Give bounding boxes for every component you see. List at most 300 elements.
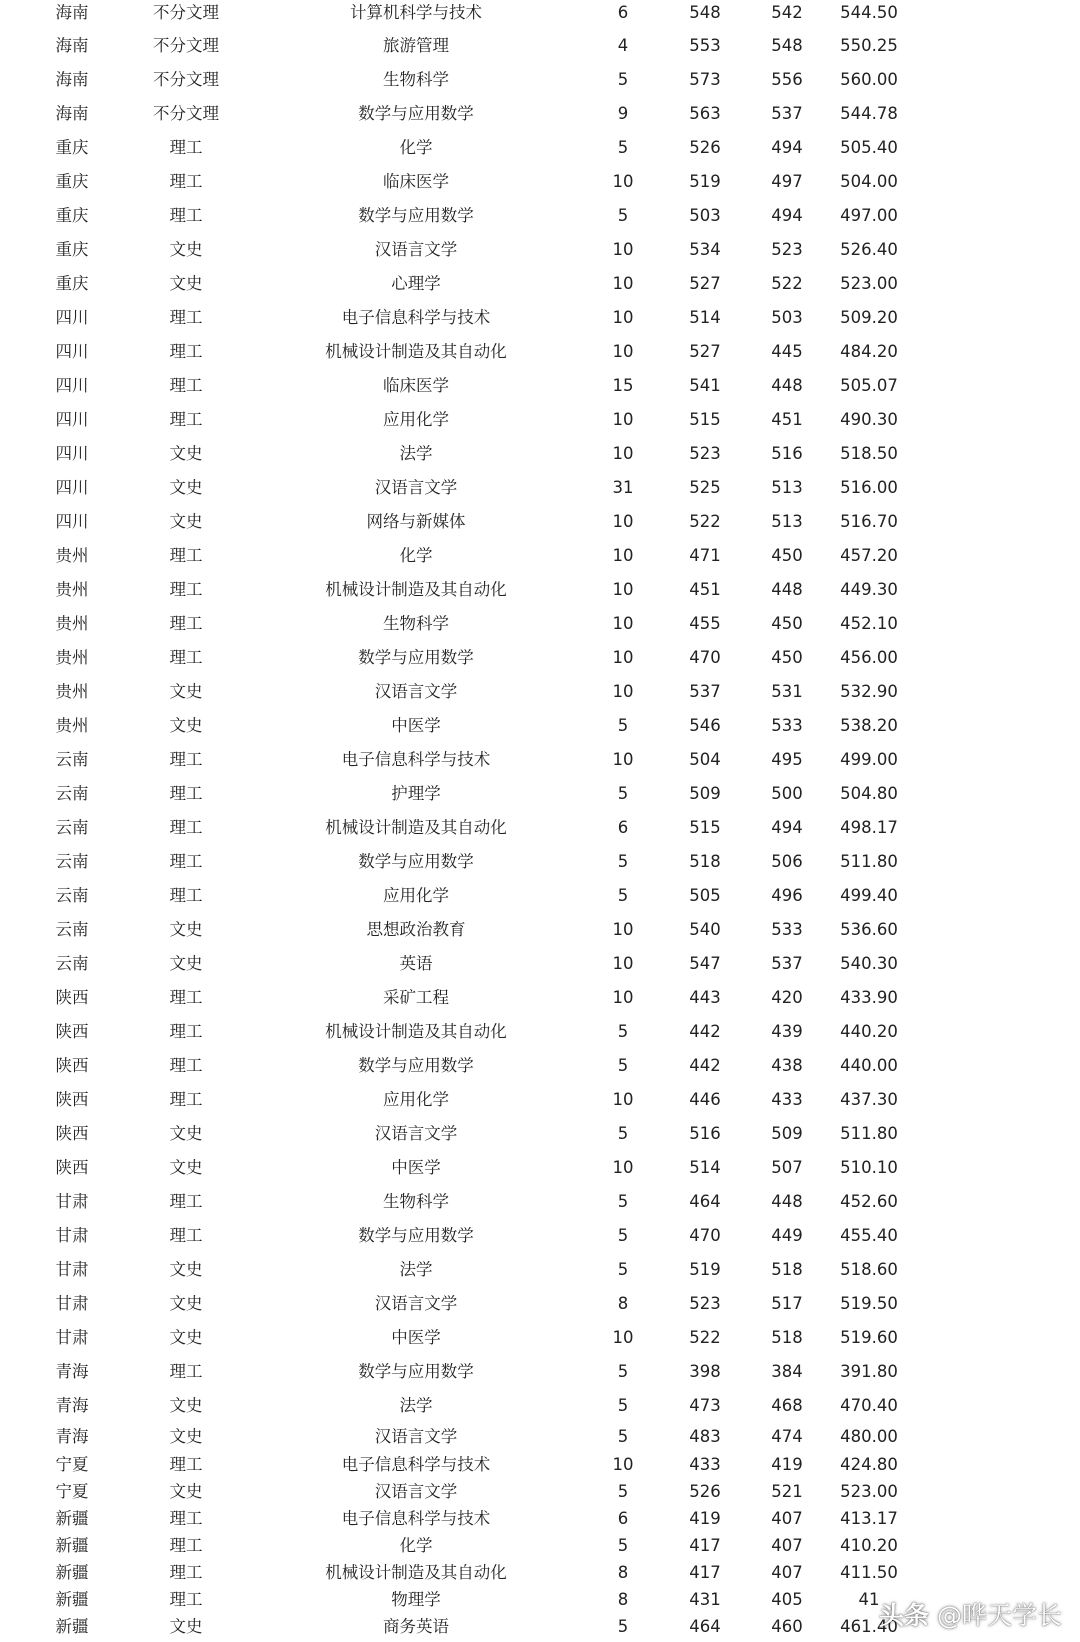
- category-cell: 理工: [169, 1362, 203, 1381]
- major-cell: 临床医学: [383, 172, 449, 191]
- category-cell: 理工: [169, 1455, 203, 1474]
- major-cell: 法学: [399, 1260, 433, 1279]
- min-score-cell: 556: [771, 70, 803, 89]
- province-cell: 云南: [55, 920, 89, 939]
- avg-score-cell: 560.00: [840, 70, 898, 89]
- table-row: [0, 881, 1080, 911]
- table-row: [0, 745, 1080, 775]
- min-score-cell: 522: [771, 274, 803, 293]
- major-cell: 机械设计制造及其自动化: [325, 818, 507, 837]
- count-cell: 5: [617, 886, 629, 905]
- avg-score-cell: 511.80: [840, 852, 898, 871]
- table-row: [0, 1187, 1080, 1217]
- province-cell: 陕西: [55, 988, 89, 1007]
- count-cell: 6: [617, 818, 629, 837]
- category-cell: 文史: [169, 1124, 203, 1143]
- category-cell: 理工: [169, 308, 203, 327]
- major-cell: 心理学: [391, 274, 441, 293]
- category-cell: 理工: [169, 1192, 203, 1211]
- table-row: [0, 1477, 1080, 1507]
- table-row: [0, 99, 1080, 129]
- major-cell: 汉语言文学: [374, 682, 458, 701]
- table-row: [0, 1085, 1080, 1115]
- max-score-cell: 451: [689, 580, 721, 599]
- category-cell: 文史: [169, 682, 203, 701]
- min-score-cell: 445: [771, 342, 803, 361]
- province-cell: 新疆: [55, 1590, 89, 1609]
- max-score-cell: 419: [689, 1509, 721, 1528]
- category-cell: 理工: [169, 648, 203, 667]
- max-score-cell: 525: [689, 478, 721, 497]
- max-score-cell: 442: [689, 1056, 721, 1075]
- min-score-cell: 407: [771, 1536, 803, 1555]
- count-cell: 5: [617, 1226, 629, 1245]
- province-cell: 新疆: [55, 1536, 89, 1555]
- major-cell: 采矿工程: [383, 988, 449, 1007]
- table-row: [0, 1119, 1080, 1149]
- major-cell: 法学: [399, 1396, 433, 1415]
- province-cell: 重庆: [55, 206, 89, 225]
- province-cell: 重庆: [55, 240, 89, 259]
- table-row: [0, 677, 1080, 707]
- min-score-cell: 449: [771, 1226, 803, 1245]
- min-score-cell: 548: [771, 36, 803, 55]
- count-cell: 10: [612, 546, 634, 565]
- table-row: [0, 1504, 1080, 1534]
- province-cell: 陕西: [55, 1090, 89, 1109]
- province-cell: 贵州: [55, 614, 89, 633]
- min-score-cell: 531: [771, 682, 803, 701]
- max-score-cell: 515: [689, 818, 721, 837]
- category-cell: 理工: [169, 172, 203, 191]
- min-score-cell: 468: [771, 1396, 803, 1415]
- avg-score-cell: 457.20: [840, 546, 898, 565]
- major-cell: 应用化学: [383, 1090, 449, 1109]
- count-cell: 10: [612, 410, 634, 429]
- category-cell: 理工: [169, 206, 203, 225]
- province-cell: 陕西: [55, 1124, 89, 1143]
- min-score-cell: 474: [771, 1427, 803, 1446]
- count-cell: 8: [617, 1590, 629, 1609]
- avg-score-cell: 540.30: [840, 954, 898, 973]
- avg-score-cell: 518.50: [840, 444, 898, 463]
- min-score-cell: 448: [771, 580, 803, 599]
- table-row: [0, 133, 1080, 163]
- max-score-cell: 504: [689, 750, 721, 769]
- min-score-cell: 533: [771, 920, 803, 939]
- province-cell: 新疆: [55, 1563, 89, 1582]
- category-cell: 不分文理: [153, 36, 219, 55]
- max-score-cell: 470: [689, 648, 721, 667]
- table-row: [0, 541, 1080, 571]
- province-cell: 云南: [55, 954, 89, 973]
- province-cell: 四川: [55, 410, 89, 429]
- major-cell: 汉语言文学: [374, 478, 458, 497]
- count-cell: 8: [617, 1563, 629, 1582]
- category-cell: 文史: [169, 240, 203, 259]
- major-cell: 数学与应用数学: [358, 852, 474, 871]
- count-cell: 10: [612, 988, 634, 1007]
- category-cell: 理工: [169, 580, 203, 599]
- province-cell: 四川: [55, 376, 89, 395]
- avg-score-cell: 544.78: [840, 104, 898, 123]
- max-score-cell: 431: [689, 1590, 721, 1609]
- min-score-cell: 518: [771, 1328, 803, 1347]
- table-row: [0, 915, 1080, 945]
- count-cell: 5: [617, 852, 629, 871]
- province-cell: 贵州: [55, 648, 89, 667]
- max-score-cell: 443: [689, 988, 721, 1007]
- max-score-cell: 470: [689, 1226, 721, 1245]
- max-score-cell: 417: [689, 1536, 721, 1555]
- table-row: [0, 1051, 1080, 1081]
- min-score-cell: 507: [771, 1158, 803, 1177]
- category-cell: 文史: [169, 1294, 203, 1313]
- major-cell: 计算机科学与技术: [350, 3, 482, 22]
- avg-score-cell: 411.50: [840, 1563, 898, 1582]
- category-cell: 理工: [169, 1563, 203, 1582]
- count-cell: 10: [612, 682, 634, 701]
- max-score-cell: 518: [689, 852, 721, 871]
- major-cell: 数学与应用数学: [358, 1226, 474, 1245]
- count-cell: 5: [617, 1536, 629, 1555]
- min-score-cell: 503: [771, 308, 803, 327]
- count-cell: 10: [612, 444, 634, 463]
- province-cell: 青海: [55, 1396, 89, 1415]
- min-score-cell: 494: [771, 206, 803, 225]
- count-cell: 5: [617, 716, 629, 735]
- major-cell: 数学与应用数学: [358, 1362, 474, 1381]
- max-score-cell: 433: [689, 1455, 721, 1474]
- min-score-cell: 500: [771, 784, 803, 803]
- province-cell: 云南: [55, 818, 89, 837]
- count-cell: 5: [617, 1260, 629, 1279]
- count-cell: 5: [617, 1617, 629, 1636]
- max-score-cell: 523: [689, 1294, 721, 1313]
- major-cell: 法学: [399, 444, 433, 463]
- count-cell: 10: [612, 308, 634, 327]
- min-score-cell: 518: [771, 1260, 803, 1279]
- province-cell: 贵州: [55, 546, 89, 565]
- major-cell: 商务英语: [383, 1617, 449, 1636]
- province-cell: 四川: [55, 478, 89, 497]
- max-score-cell: 527: [689, 342, 721, 361]
- major-cell: 汉语言文学: [374, 1482, 458, 1501]
- category-cell: 理工: [169, 342, 203, 361]
- category-cell: 文史: [169, 1617, 203, 1636]
- province-cell: 甘肃: [55, 1294, 89, 1313]
- major-cell: 护理学: [391, 784, 441, 803]
- avg-score-cell: 391.80: [840, 1362, 898, 1381]
- table-row: [0, 0, 1080, 28]
- table-row: [0, 473, 1080, 503]
- count-cell: 5: [617, 1427, 629, 1446]
- major-cell: 电子信息科学与技术: [341, 1455, 491, 1474]
- avg-score-cell: 550.25: [840, 36, 898, 55]
- major-cell: 中医学: [391, 716, 441, 735]
- province-cell: 四川: [55, 512, 89, 531]
- count-cell: 10: [612, 648, 634, 667]
- major-cell: 中医学: [391, 1328, 441, 1347]
- province-cell: 云南: [55, 750, 89, 769]
- major-cell: 临床医学: [383, 376, 449, 395]
- avg-score-cell: 497.00: [840, 206, 898, 225]
- table-row: [0, 575, 1080, 605]
- province-cell: 甘肃: [55, 1328, 89, 1347]
- min-score-cell: 407: [771, 1563, 803, 1582]
- major-cell: 应用化学: [383, 410, 449, 429]
- avg-score-cell: 526.40: [840, 240, 898, 259]
- province-cell: 陕西: [55, 1158, 89, 1177]
- major-cell: 生物科学: [383, 70, 449, 89]
- table-row: [0, 337, 1080, 367]
- min-score-cell: 450: [771, 614, 803, 633]
- min-score-cell: 496: [771, 886, 803, 905]
- province-cell: 宁夏: [55, 1482, 89, 1501]
- min-score-cell: 517: [771, 1294, 803, 1313]
- max-score-cell: 522: [689, 512, 721, 531]
- major-cell: 数学与应用数学: [358, 1056, 474, 1075]
- category-cell: 理工: [169, 1056, 203, 1075]
- major-cell: 汉语言文学: [374, 1427, 458, 1446]
- category-cell: 文史: [169, 1427, 203, 1446]
- count-cell: 31: [612, 478, 634, 497]
- table-row: [0, 269, 1080, 299]
- province-cell: 贵州: [55, 682, 89, 701]
- min-score-cell: 495: [771, 750, 803, 769]
- avg-score-cell: 519.60: [840, 1328, 898, 1347]
- count-cell: 5: [617, 784, 629, 803]
- category-cell: 理工: [169, 818, 203, 837]
- category-cell: 理工: [169, 614, 203, 633]
- count-cell: 6: [617, 3, 629, 22]
- category-cell: 文史: [169, 1328, 203, 1347]
- max-score-cell: 509: [689, 784, 721, 803]
- watermark: [879, 1593, 1062, 1635]
- count-cell: 5: [617, 1056, 629, 1075]
- province-cell: 四川: [55, 308, 89, 327]
- province-cell: 重庆: [55, 138, 89, 157]
- major-cell: 英语: [399, 954, 433, 973]
- table-row: [0, 779, 1080, 809]
- avg-score-cell: 505.07: [840, 376, 898, 395]
- avg-score-cell: 536.60: [840, 920, 898, 939]
- table-row: [0, 1323, 1080, 1353]
- avg-score-cell: 455.40: [840, 1226, 898, 1245]
- max-score-cell: 523: [689, 444, 721, 463]
- max-score-cell: 537: [689, 682, 721, 701]
- count-cell: 5: [617, 1362, 629, 1381]
- province-cell: 云南: [55, 784, 89, 803]
- max-score-cell: 455: [689, 614, 721, 633]
- avg-score-cell: 504.00: [840, 172, 898, 191]
- min-score-cell: 521: [771, 1482, 803, 1501]
- major-cell: 汉语言文学: [374, 1124, 458, 1143]
- min-score-cell: 433: [771, 1090, 803, 1109]
- count-cell: 10: [612, 1090, 634, 1109]
- table-row: [0, 167, 1080, 197]
- major-cell: 汉语言文学: [374, 1294, 458, 1313]
- max-score-cell: 519: [689, 172, 721, 191]
- max-score-cell: 547: [689, 954, 721, 973]
- avg-score-cell: 440.20: [840, 1022, 898, 1041]
- min-score-cell: 537: [771, 104, 803, 123]
- count-cell: 9: [617, 104, 629, 123]
- category-cell: 文史: [169, 1482, 203, 1501]
- table-row: [0, 1017, 1080, 1047]
- category-cell: 理工: [169, 138, 203, 157]
- category-cell: 理工: [169, 376, 203, 395]
- max-score-cell: 505: [689, 886, 721, 905]
- min-score-cell: 384: [771, 1362, 803, 1381]
- max-score-cell: 553: [689, 36, 721, 55]
- table-row: [0, 643, 1080, 673]
- min-score-cell: 506: [771, 852, 803, 871]
- max-score-cell: 548: [689, 3, 721, 22]
- avg-score-cell: 509.20: [840, 308, 898, 327]
- min-score-cell: 450: [771, 546, 803, 565]
- province-cell: 甘肃: [55, 1260, 89, 1279]
- min-score-cell: 420: [771, 988, 803, 1007]
- count-cell: 10: [612, 1328, 634, 1347]
- count-cell: 6: [617, 1509, 629, 1528]
- max-score-cell: 473: [689, 1396, 721, 1415]
- avg-score-cell: 413.17: [840, 1509, 898, 1528]
- table-row: [0, 813, 1080, 843]
- count-cell: 10: [612, 614, 634, 633]
- avg-score-cell: 461.40: [840, 1617, 898, 1636]
- avg-score-cell: 433.90: [840, 988, 898, 1007]
- table-row: [0, 507, 1080, 537]
- min-score-cell: 450: [771, 648, 803, 667]
- province-cell: 四川: [55, 342, 89, 361]
- major-cell: 化学: [399, 546, 433, 565]
- avg-score-cell: 490.30: [840, 410, 898, 429]
- avg-score-cell: 41: [858, 1590, 880, 1609]
- category-cell: 理工: [169, 852, 203, 871]
- major-cell: 生物科学: [383, 1192, 449, 1211]
- category-cell: 理工: [169, 1590, 203, 1609]
- count-cell: 4: [617, 36, 629, 55]
- max-score-cell: 526: [689, 1482, 721, 1501]
- min-score-cell: 460: [771, 1617, 803, 1636]
- max-score-cell: 534: [689, 240, 721, 259]
- category-cell: 理工: [169, 410, 203, 429]
- avg-score-cell: 519.50: [840, 1294, 898, 1313]
- major-cell: 机械设计制造及其自动化: [325, 580, 507, 599]
- province-cell: 新疆: [55, 1509, 89, 1528]
- category-cell: 文史: [169, 716, 203, 735]
- avg-score-cell: 480.00: [840, 1427, 898, 1446]
- major-cell: 化学: [399, 138, 433, 157]
- category-cell: 理工: [169, 1226, 203, 1245]
- table-row: [0, 201, 1080, 231]
- table-row: [0, 1558, 1080, 1588]
- category-cell: 文史: [169, 954, 203, 973]
- max-score-cell: 541: [689, 376, 721, 395]
- category-cell: 理工: [169, 886, 203, 905]
- avg-score-cell: 456.00: [840, 648, 898, 667]
- count-cell: 5: [617, 1482, 629, 1501]
- category-cell: 文史: [169, 274, 203, 293]
- province-cell: 重庆: [55, 172, 89, 191]
- count-cell: 5: [617, 1192, 629, 1211]
- province-cell: 陕西: [55, 1022, 89, 1041]
- min-score-cell: 509: [771, 1124, 803, 1143]
- major-cell: 应用化学: [383, 886, 449, 905]
- table-row: [0, 405, 1080, 435]
- min-score-cell: 439: [771, 1022, 803, 1041]
- avg-score-cell: 511.80: [840, 1124, 898, 1143]
- min-score-cell: 542: [771, 3, 803, 22]
- province-cell: 宁夏: [55, 1455, 89, 1474]
- avg-score-cell: 437.30: [840, 1090, 898, 1109]
- min-score-cell: 448: [771, 1192, 803, 1211]
- table-row: [0, 1391, 1080, 1421]
- province-cell: 海南: [55, 104, 89, 123]
- major-cell: 电子信息科学与技术: [341, 308, 491, 327]
- category-cell: 文史: [169, 920, 203, 939]
- table-row: [0, 983, 1080, 1013]
- major-cell: 机械设计制造及其自动化: [325, 1022, 507, 1041]
- major-cell: 旅游管理: [383, 36, 449, 55]
- table-row: [0, 235, 1080, 265]
- count-cell: 10: [612, 1158, 634, 1177]
- major-cell: 电子信息科学与技术: [341, 1509, 491, 1528]
- avg-score-cell: 505.40: [840, 138, 898, 157]
- count-cell: 5: [617, 1022, 629, 1041]
- max-score-cell: 516: [689, 1124, 721, 1143]
- major-cell: 机械设计制造及其自动化: [325, 1563, 507, 1582]
- province-cell: 陕西: [55, 1056, 89, 1075]
- count-cell: 10: [612, 240, 634, 259]
- max-score-cell: 563: [689, 104, 721, 123]
- province-cell: 贵州: [55, 716, 89, 735]
- category-cell: 理工: [169, 1536, 203, 1555]
- major-cell: 中医学: [391, 1158, 441, 1177]
- major-cell: 化学: [399, 1536, 433, 1555]
- max-score-cell: 471: [689, 546, 721, 565]
- major-cell: 网络与新媒体: [366, 512, 466, 531]
- count-cell: 10: [612, 274, 634, 293]
- table-row: [0, 847, 1080, 877]
- count-cell: 10: [612, 580, 634, 599]
- category-cell: 理工: [169, 1509, 203, 1528]
- province-cell: 云南: [55, 852, 89, 871]
- watermark-author: @晔天学长: [936, 1601, 1062, 1630]
- major-cell: 电子信息科学与技术: [341, 750, 491, 769]
- avg-score-cell: 544.50: [840, 3, 898, 22]
- category-cell: 文史: [169, 444, 203, 463]
- count-cell: 15: [612, 376, 634, 395]
- max-score-cell: 514: [689, 1158, 721, 1177]
- table-row: [0, 1289, 1080, 1319]
- max-score-cell: 522: [689, 1328, 721, 1347]
- max-score-cell: 540: [689, 920, 721, 939]
- table-row: [0, 31, 1080, 61]
- count-cell: 5: [617, 1396, 629, 1415]
- max-score-cell: 573: [689, 70, 721, 89]
- avg-score-cell: 498.17: [840, 818, 898, 837]
- avg-score-cell: 410.20: [840, 1536, 898, 1555]
- major-cell: 数学与应用数学: [358, 206, 474, 225]
- table-row: [0, 609, 1080, 639]
- major-cell: 机械设计制造及其自动化: [325, 342, 507, 361]
- min-score-cell: 513: [771, 512, 803, 531]
- table-row: [0, 711, 1080, 741]
- table-row: [0, 1531, 1080, 1561]
- avg-score-cell: 440.00: [840, 1056, 898, 1075]
